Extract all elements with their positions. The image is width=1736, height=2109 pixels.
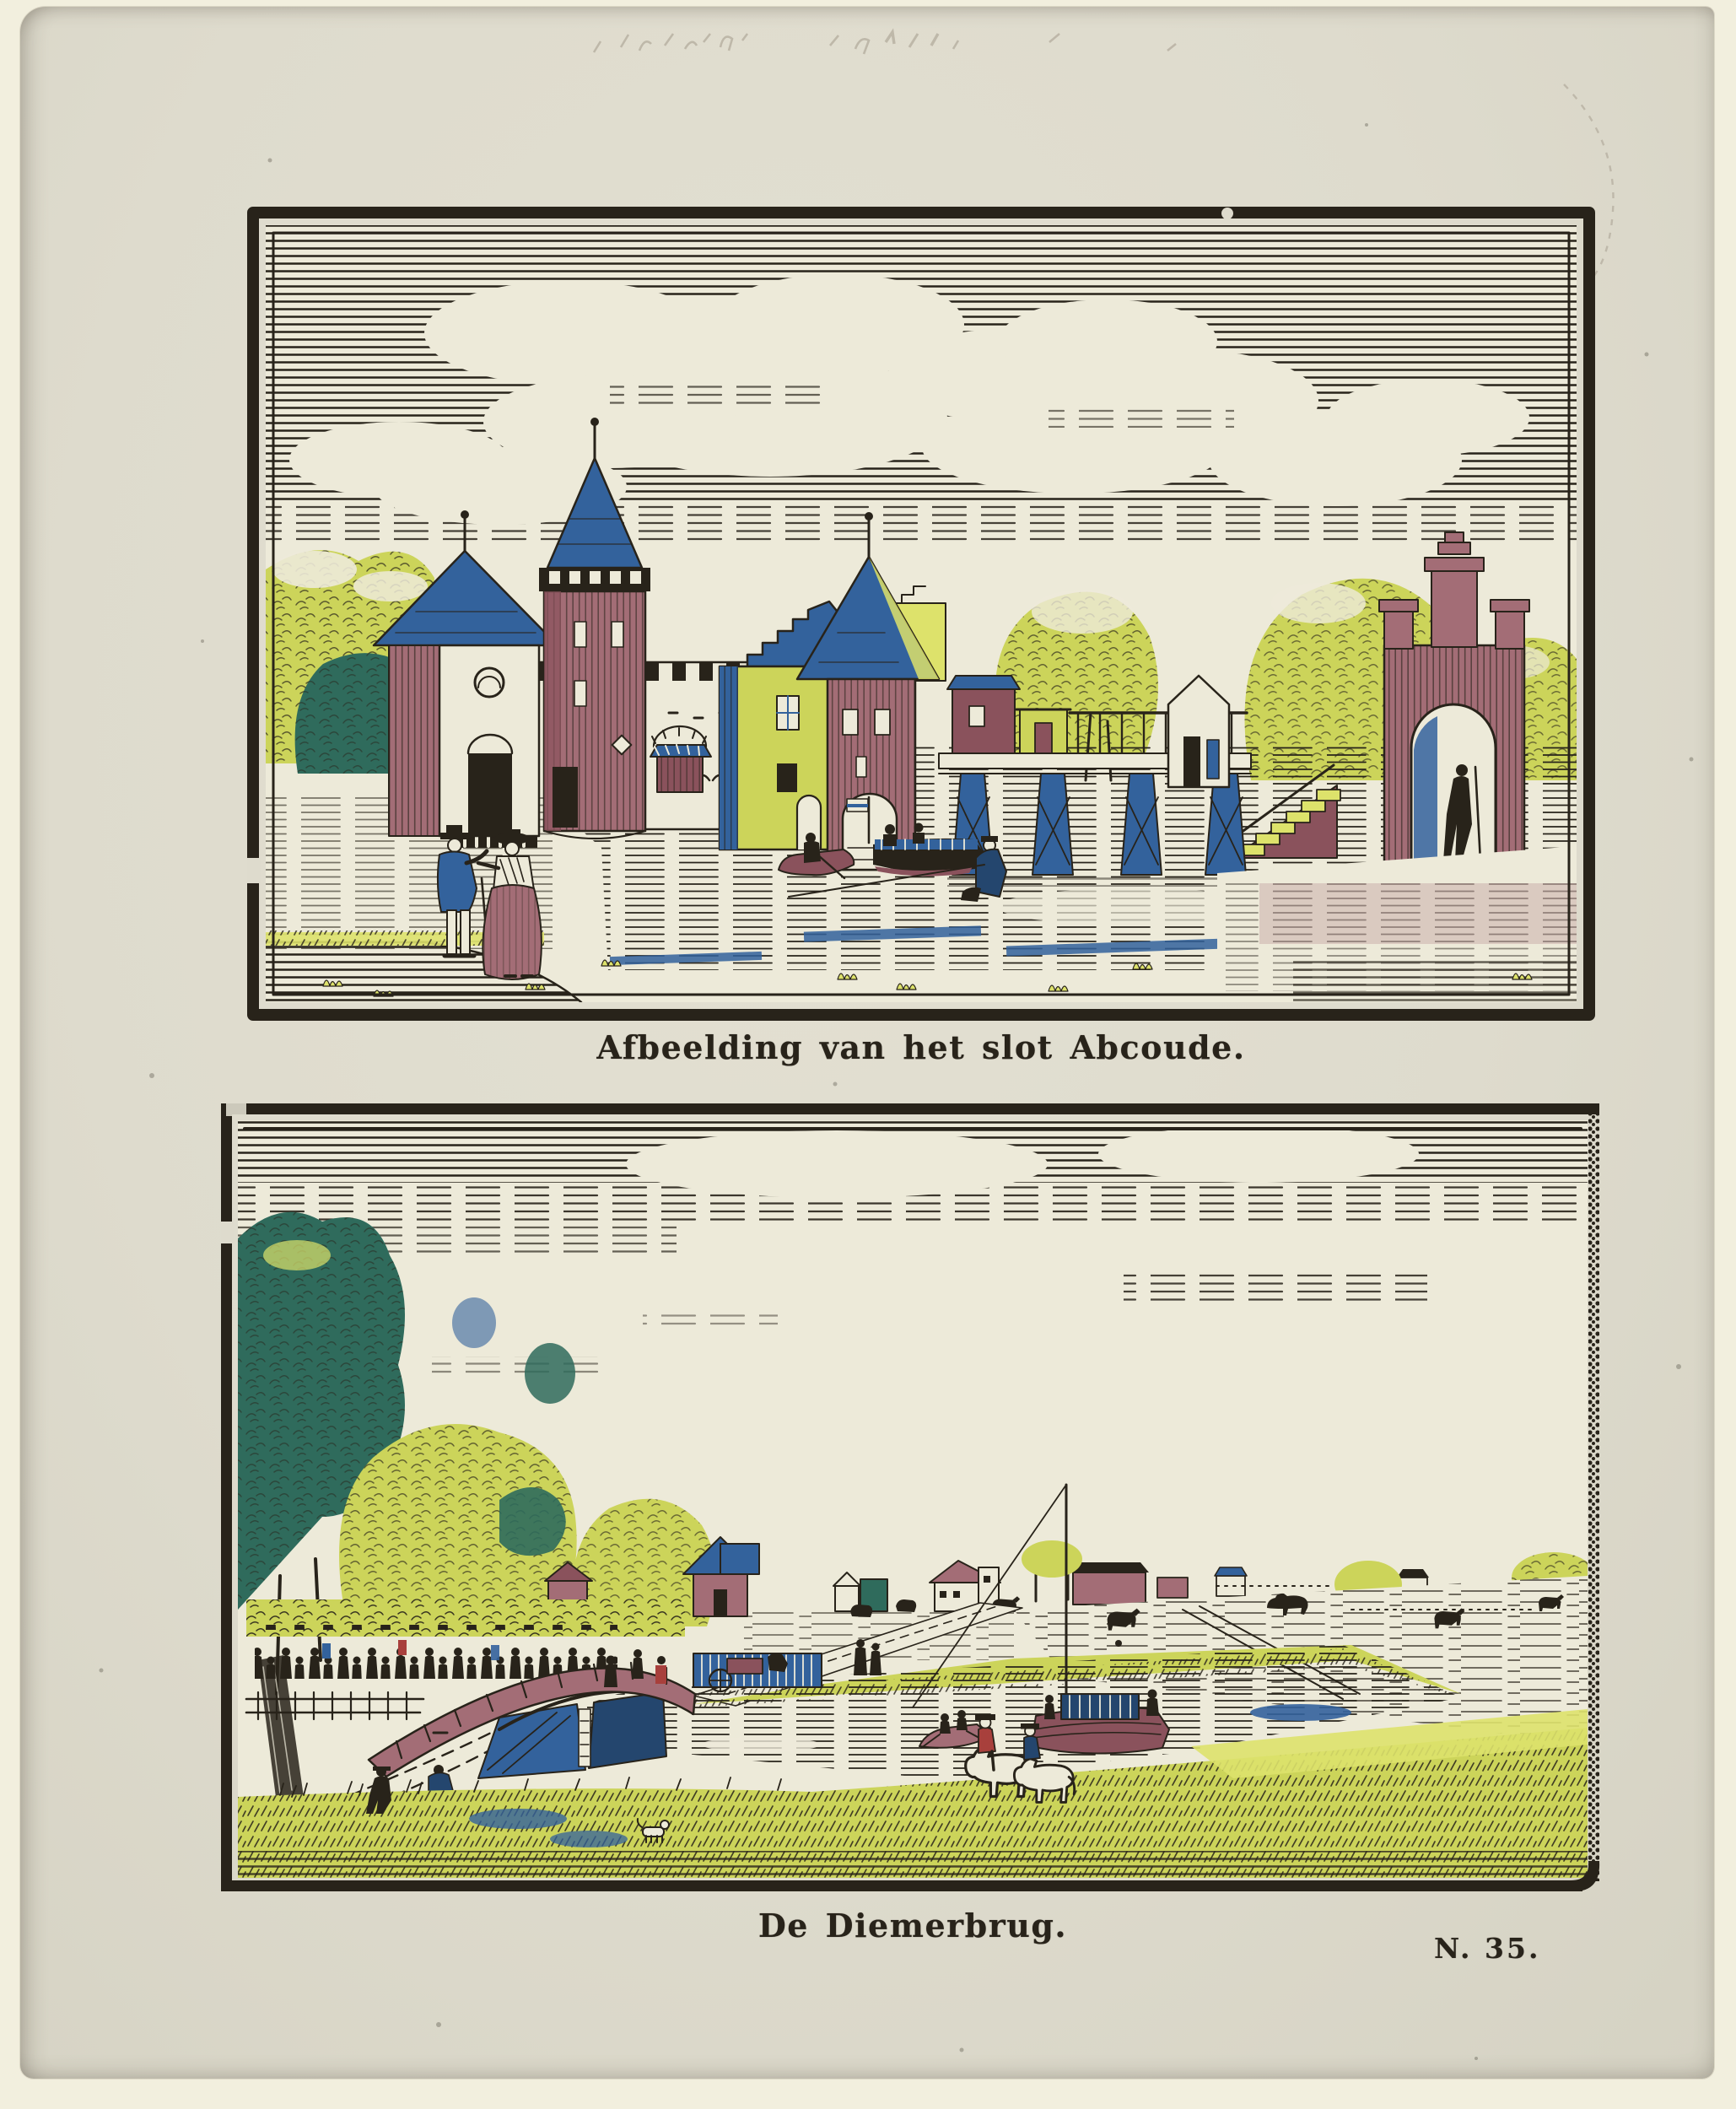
print-diemerbrug	[221, 1103, 1604, 1955]
catalog-number: N. 35.	[1434, 1932, 1541, 1965]
pencil-inscription	[577, 8, 1218, 93]
caption-diemerbrug	[221, 1907, 1604, 1944]
caption-diemerbrug-text: De Diemerbrug.	[757, 1907, 1068, 1944]
cloud-streaks	[1049, 409, 1234, 428]
caption-slot-abcoude-text: Afbeelding van het slot Abcoude.	[596, 1028, 1246, 1066]
diemerbrug-etching	[221, 1103, 1604, 1896]
caption-slot-abcoude	[247, 1028, 1595, 1066]
cloud-streaks	[610, 384, 821, 406]
paper-sheet	[20, 7, 1714, 2079]
slot-abcoude-etching	[247, 207, 1595, 1021]
print-slot-abcoude	[247, 207, 1595, 1076]
